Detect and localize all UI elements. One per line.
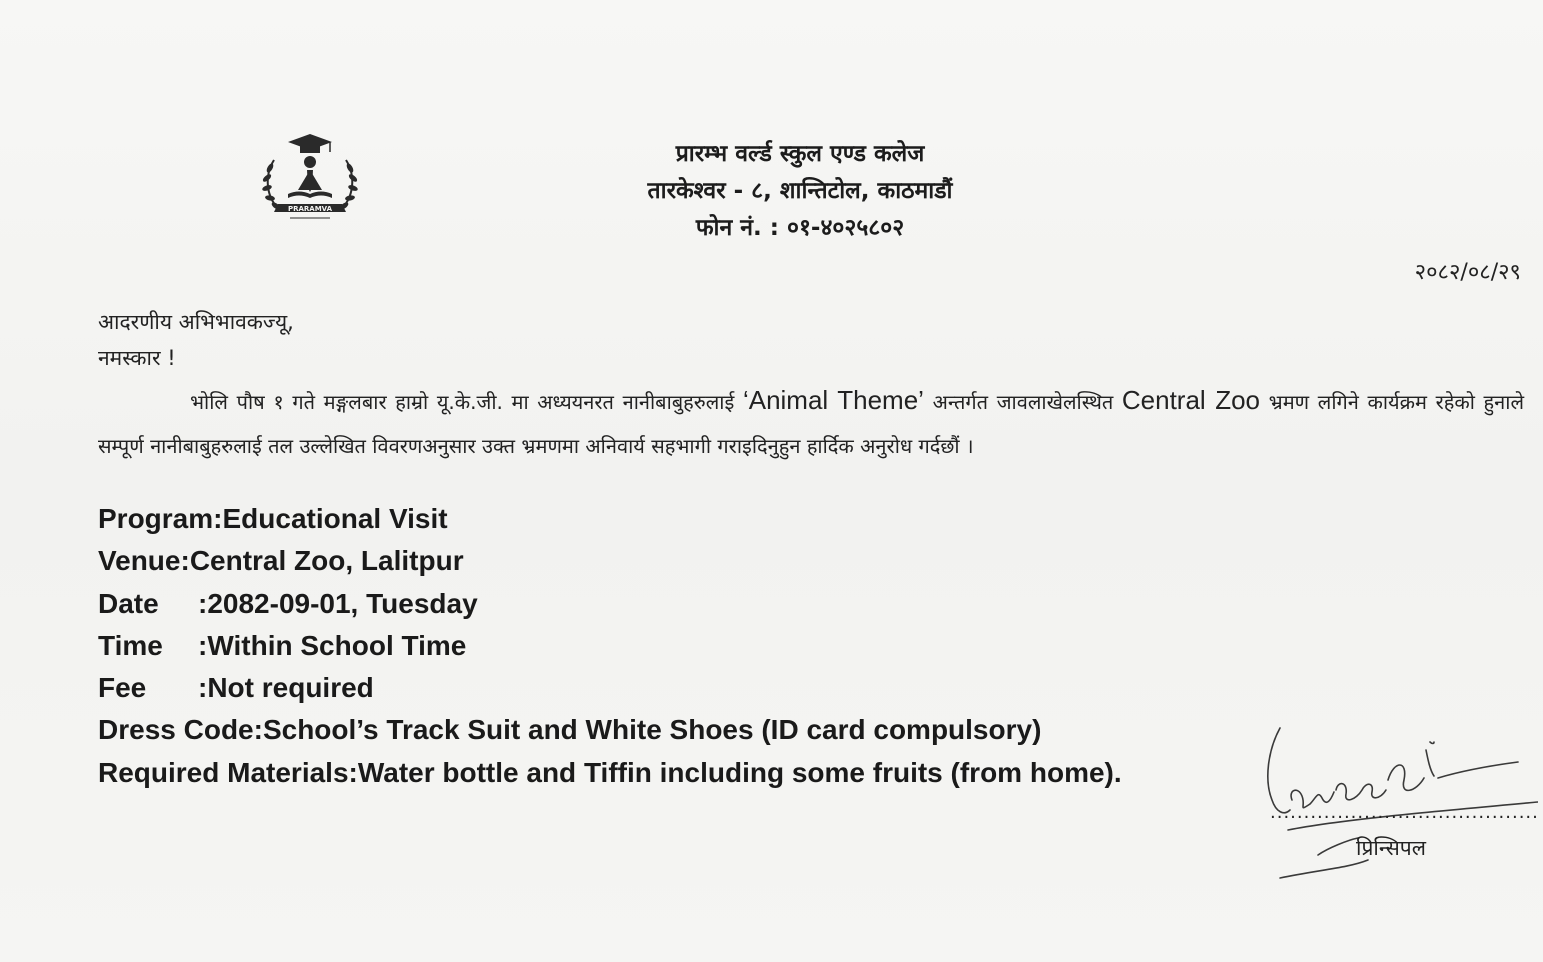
body-part-2: अन्तर्गत जावलाखेलस्थित bbox=[932, 390, 1114, 414]
school-name: प्रारम्भ वर्ल्ड स्कुल एण्ड कलेज bbox=[675, 141, 925, 167]
detail-program: Program : Educational Visit bbox=[98, 503, 448, 534]
visit-details bbox=[98, 498, 1122, 794]
detail-date: Date : 2082-09-01, Tuesday bbox=[98, 587, 478, 619]
school-header bbox=[540, 136, 1060, 247]
body-part-1: भोलि पौष १ गते मङ्गलबार हाम्रो यू.के.जी. मा अध्ययनरत नानीबाबुहरुलाई bbox=[190, 390, 735, 414]
salutation-line-2: नमस्कार ! bbox=[98, 346, 176, 370]
signature-line: ........................................ bbox=[1270, 802, 1539, 823]
logo-text: PRARAMVA bbox=[287, 205, 333, 213]
body-theme: ‘Animal Theme’ bbox=[742, 385, 924, 415]
detail-dress-code: Dress Code : School’s Track Suit and White Shoes (ID card compulsory) bbox=[98, 714, 1042, 746]
detail-venue: Venue : Central Zoo, Lalitpur bbox=[98, 545, 464, 577]
letter-date: २०८२/०८/२९ bbox=[1414, 260, 1521, 285]
school-address: तारकेश्वर - ८, शान्तिटोल, काठमाडौं bbox=[647, 178, 953, 204]
principal-title: प्रिन्सिपल bbox=[1356, 836, 1426, 860]
body-zoo: Central Zoo bbox=[1121, 385, 1261, 415]
body-part-3: भ्रमण लगिने कार्यक्रम रहेको हुनाले सम्पूर्ण नानीबाबुहरुलाई तल उल्लेखित विवरणअनुसार उक्त भ्रमणमा अनिवार्य सहभागी गराइदिनुहुन हार्दिक अनुरोध गर्दछौं । bbox=[98, 390, 1525, 458]
school-phone: फोन नं. : ०१-४०२५८०२ bbox=[695, 215, 905, 241]
salutation-line-1: आदरणीय अभिभावकज्यू, bbox=[98, 310, 294, 334]
body-paragraph bbox=[98, 378, 1524, 468]
school-logo bbox=[258, 132, 362, 222]
detail-fee: Fee : Not required bbox=[98, 672, 374, 704]
detail-materials: Required Materials : Water bottle and Tiffin including some fruits (from home). bbox=[98, 756, 1122, 788]
detail-time: Time : Within School Time bbox=[98, 629, 467, 661]
